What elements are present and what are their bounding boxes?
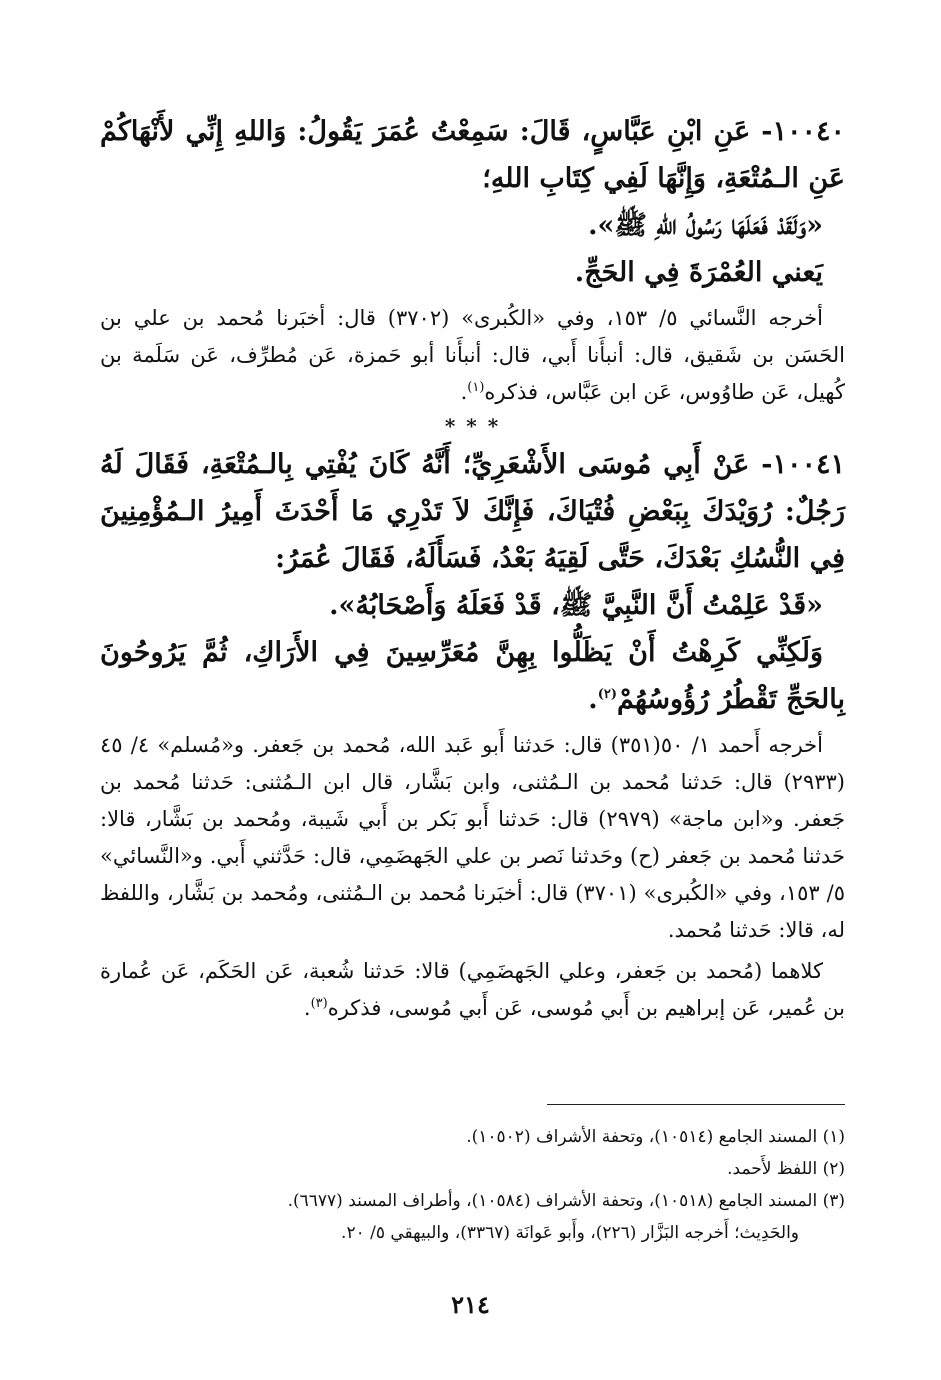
page-body (100, 108, 845, 1027)
hadith-10041-line3: وَلَكِنِّي كَرِهْتُ أَنْ يَظَلُّوا بِهِنَّ مُعَرِّسِينَ فِي الأَرَاكِ، ثُمَّ يَرُوحُونَ بِالحَجِّ تَقْطُرُ رُؤُوسُهُمْ (100, 637, 845, 715)
footnotes (100, 1121, 845, 1249)
footnote-3-continuation: والحَدِيث؛ أَخرجه البَزَّار (٢٢٦)، وأَبو عَوانَة (٣٣٦٧)، والبيهقي ٥/ ٢٠. (341, 1223, 799, 1243)
footnote-divider (547, 1104, 845, 1105)
takhrij-10040-text: أخرجه النَّسائي ٥/ ١٥٣، وفي «الكُبرى» (٣٧٠٢) قال: أخبَرنا مُحمد بن علي بن الحَسَن بن شَقيق، قال: أنبأَنا أَبي، قال: أنبأَنا أبو حَمزة، عَن مُطرِّف، عَن سَلَمة بن كُهيل، عَن طاوُوس، عَن ابن عَبَّاس، فذكره (100, 306, 845, 404)
section-separator: * * * (444, 414, 501, 438)
footnote-ref-1: (١) (467, 380, 485, 395)
takhrij-10041-end: . (303, 996, 311, 1020)
takhrij-10041-para2 (100, 953, 845, 1027)
footnote-ref-3: (٣) (310, 996, 328, 1011)
takhrij-10041-para2-text: كلاهما (مُحمد بن جَعفر، وعلي الجَهضَمِي) قالا: حَدثنا شُعبة، عَن الحَكَم، عَن عُمارة بن عُمير، عَن إبراهيم بن أَبي مُوسى، عَن أَبي مُوسى، فذكره (100, 959, 845, 1020)
hadith-10041-text: ١٠٠٤١- عَنْ أَبِي مُوسَى الأَشْعَرِيِّ؛ أَنَّهُ كَانَ يُفْتِي بِالـمُتْعَةِ، فَقَالَ لَهُ رَجُلٌ: رُوَيْدَكَ بِبَعْضِ فُتْيَاكَ، فَإِنَّكَ لاَ تَدْرِي مَا أَحْدَثَ أَمِيرُ الـمُؤْمِنِينَ فِي النُّسُكِ بَعْدَكَ، حَتَّى لَقِيَهُ بَعْدُ، فَسَأَلَهُ، فَقَالَ عُمَرُ: (100, 449, 845, 574)
footnote-1: (١) المسند الجامع (١٠٥١٤)، وتحفة الأشراف (١٠٥٠٢). (466, 1127, 845, 1147)
hadith-10041-end: . (588, 684, 598, 715)
footnote-2: (٢) اللفظ لأَحمد. (727, 1159, 845, 1179)
hadith-10041-quote: «قَدْ عَلِمْتُ أَنَّ النَّبِيَّ ﷺ، قَدْ فَعَلَهُ وَأَصْحَابُهُ». (329, 590, 823, 621)
footnote-3: (٣) المسند الجامع (١٠٥١٨)، وتحفة الأشراف (١٠٥٨٤)، وأطراف المسند (٦٦٧٧). (287, 1191, 845, 1211)
hadith-10040-line1: ١٠٠٤٠- عَنِ ابْنِ عَبَّاسٍ، قَالَ: سَمِعْتُ عُمَرَ يَقُولُ: وَاللهِ إِنِّي لأَنْهَاكُمْ عَنِ الـمُتْعَةِ، وَإِنَّهَا لَفِي كِتَابِ اللهِ؛ (100, 116, 845, 194)
hadith-10040-text (100, 108, 845, 202)
hadith-10040-quote: «وَلَقَدْ فَعَلَهَا رَسُولُ اللهِ ﷺ». (588, 210, 823, 241)
hadith-10040-explanation: يَعني العُمْرَةَ فِي الحَجِّ. (574, 257, 823, 288)
footnote-ref-2: (٢) (597, 687, 617, 702)
takhrij-10041-para1: أخرجه أَحمد ١/ ٥٠(٣٥١) قال: حَدثنا أَبو عَبد الله، مُحمد بن جَعفر. و«مُسلم» ٤/ ٤٥ (٢٩٣٣) قال: حَدثنا مُحمد بن الـمُثنى، وابن بَشَّار، قال ابن الـمُثنى: حَدثنا مُحمد بن جَعفر. و«ابن ماجة» (٢٩٧٩) قال: حَدثنا أَبو بَكر بن أَبي شَيبة، ومُحمد بن بَشَّار، قالا: حَدثنا مُحمد بن جَعفر (ح) وحَدثنا نَصر بن علي الجَهضَمِي، قال: حَدَّثني أَبي. و«النَّسائي» ٥/ ١٥٣، وفي «الكُبرى» (٣٧٠١) قال: أخبَرنا مُحمد بن الـمُثنى، ومُحمد بن بَشَّار، واللفظ له، قالا: حَدثنا مُحمد. (100, 733, 845, 942)
page-number: ٢١٤ (451, 1290, 490, 1319)
takhrij-10040-end: . (460, 380, 468, 404)
hadith-10041-continuation (100, 629, 845, 723)
takhrij-10040 (100, 300, 845, 411)
